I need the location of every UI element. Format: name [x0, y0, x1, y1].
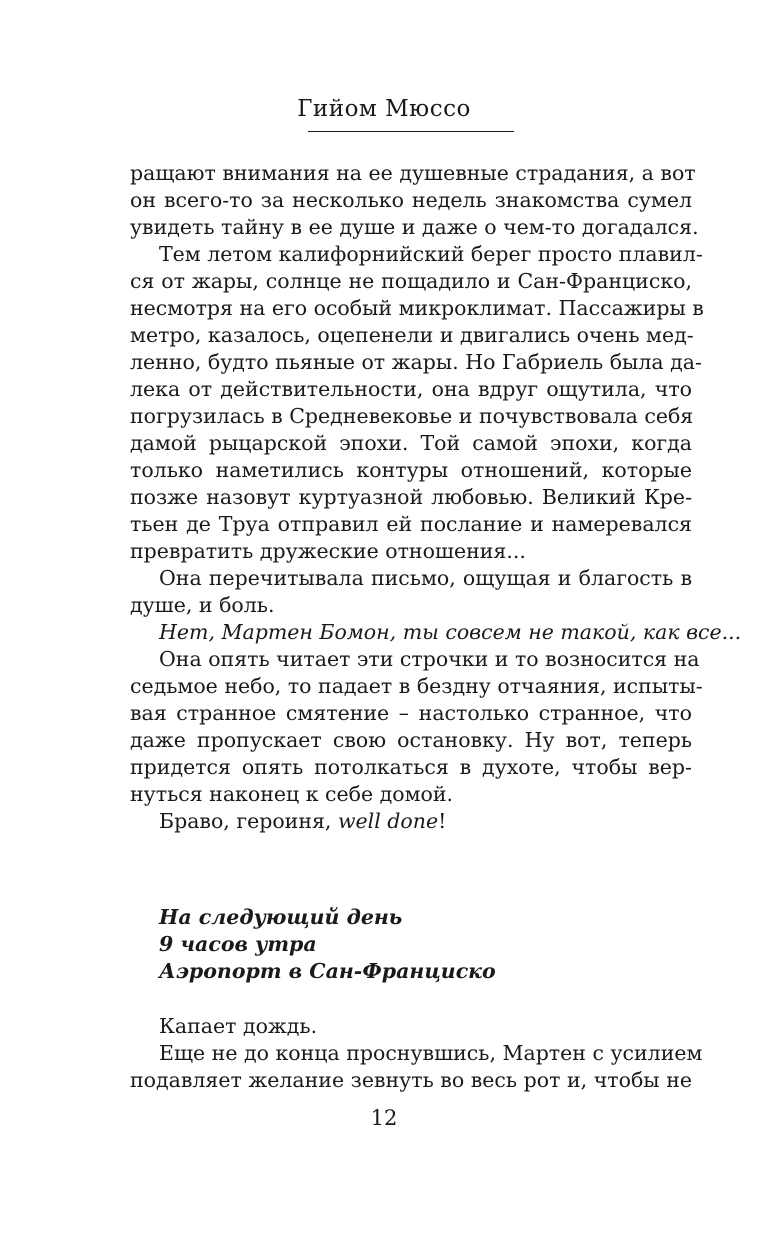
- main-text-block: [130, 160, 742, 835]
- text-line: седьмое небо, то падает в бездну отчаяния, испыты-: [130, 674, 703, 698]
- text-line: Она перечитывала письмо, ощущая и благость в: [159, 566, 692, 590]
- bravo-line: [130, 808, 692, 835]
- text-line: дамой рыцарской эпохи. Той самой эпохи, когда: [130, 431, 692, 455]
- text-line: лека от действительности, она вдруг ощутила, что: [130, 377, 692, 401]
- scene-heading: [130, 904, 692, 985]
- text-line: он всего-то за несколько недель знакомства сумел: [130, 188, 692, 212]
- bravo-text: Браво, героиня,: [159, 809, 338, 833]
- text-line: метро, казалось, оцепенели и двигались очень мед-: [130, 323, 694, 347]
- bravo-italic: well done: [337, 809, 439, 833]
- text-line: погрузилась в Средневековье и почувствовала себя: [130, 404, 694, 428]
- text-line: нуться наконец к себе домой.: [130, 782, 454, 806]
- text-line: Она опять читает эти строчки и то возносится на: [159, 647, 700, 671]
- text-line: тьен де Труа отправил ей послание и намеревался: [130, 512, 692, 536]
- text-line: увидеть тайну в ее душе и даже о чем-то догадался.: [130, 215, 699, 239]
- scene-heading-place: Аэропорт в Сан-Франциско: [159, 959, 496, 983]
- running-header-author: Гийом Мюссо: [297, 96, 471, 122]
- closing-text-block: [130, 1013, 703, 1094]
- text-line: Капает дождь.: [159, 1014, 318, 1038]
- italic-quote-line: Нет, Мартен Бомон, ты совсем не такой, как все...: [159, 620, 742, 644]
- text-line: только наметились контуры отношений, которые: [130, 458, 692, 482]
- text-line: вая странное смятение – настолько странное, что: [130, 701, 692, 725]
- text-line: превратить дружеские отношения...: [130, 539, 526, 563]
- text-line: ся от жары, солнце не пощадило и Сан-Франциско,: [130, 269, 692, 293]
- bravo-end: !: [438, 809, 447, 833]
- text-line: ленно, будто пьяные от жары. Но Габриель была да-: [130, 350, 702, 374]
- text-line: душе, и боль.: [130, 593, 275, 617]
- header-rule: [308, 131, 514, 132]
- text-line: Еще не до конца проснувшись, Мартен с усилием: [159, 1041, 703, 1065]
- text-line: подавляет желание зевнуть во весь рот и, чтобы не: [130, 1068, 692, 1092]
- text-line: Тем летом калифорнийский берег просто плавил-: [159, 242, 703, 266]
- text-line: ращают внимания на ее душевные страдания, а вот: [130, 161, 696, 185]
- page-number: 12: [370, 1106, 398, 1130]
- text-line: несмотря на его особый микроклимат. Пассажиры в: [130, 296, 704, 320]
- text-line: позже назовут куртуазной любовью. Великий Кре-: [130, 485, 692, 509]
- scene-heading-day: На следующий день: [159, 905, 403, 929]
- text-line: даже пропускает свою остановку. Ну вот, теперь: [130, 728, 692, 752]
- scene-heading-time: 9 часов утра: [159, 932, 317, 956]
- text-line: придется опять потолкаться в духоте, чтобы вер-: [130, 755, 692, 779]
